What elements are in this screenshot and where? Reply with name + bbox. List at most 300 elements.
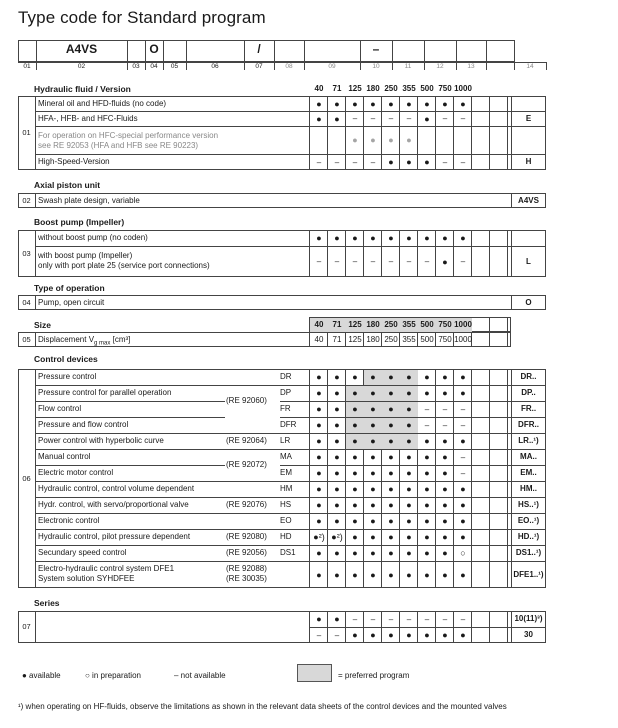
availability-cell-size-71: ● xyxy=(334,516,340,526)
availability-cell-size-180: ● xyxy=(370,516,376,526)
order-code: H xyxy=(525,157,532,166)
row-label-displacement xyxy=(38,332,130,347)
order-code: EO..¹) xyxy=(517,516,540,525)
rule xyxy=(35,332,36,347)
control-code: FR xyxy=(280,404,291,413)
control-code: MA xyxy=(280,452,292,461)
availability-cell-size-125: ● xyxy=(352,532,358,542)
type-code-position-3: 03 xyxy=(132,63,140,70)
order-code: HM.. xyxy=(520,484,537,493)
rule xyxy=(225,513,280,514)
section-heading: Series xyxy=(34,598,60,608)
order-code: HD..¹) xyxy=(517,532,540,541)
availability-cell-size-180: – xyxy=(370,114,376,123)
availability-cell-size-500: ● xyxy=(424,99,430,109)
availability-cell-size-180: ● xyxy=(370,532,376,542)
availability-cell-size-125: ● xyxy=(352,135,358,145)
order-code: DP.. xyxy=(521,388,536,397)
availability-cell-size-1000: – xyxy=(460,114,466,123)
order-code: L xyxy=(526,257,531,266)
availability-cell-size-40: – xyxy=(316,158,322,167)
availability-cell-size-355: ● xyxy=(406,516,412,526)
page-title: Type code for Standard program xyxy=(18,8,266,27)
type-code-field-7: / xyxy=(257,42,261,56)
availability-cell-size-750: ● xyxy=(442,99,448,109)
size-header-750: 750 xyxy=(438,84,452,93)
availability-cell-size-1000: ○ xyxy=(460,548,466,558)
availability-cell-size-125: ● xyxy=(346,418,364,433)
availability-cell-size-180: – xyxy=(370,257,376,266)
availability-cell-size-40: ● xyxy=(316,468,322,478)
row-label: with boost pump (Impeller) xyxy=(38,251,133,260)
availability-cell-size-180: ● xyxy=(364,402,382,417)
availability-cell-size-180: ● xyxy=(370,468,376,478)
availability-cell-size-500: ● xyxy=(424,372,430,382)
type-code-position-4: 04 xyxy=(150,63,158,70)
type-code-position-2: 02 xyxy=(77,63,86,70)
availability-cell-size-250: ● xyxy=(388,630,394,640)
availability-cell-size-71: ● xyxy=(334,500,340,510)
availability-cell-size-71: ● xyxy=(334,468,340,478)
order-code: E xyxy=(525,114,532,123)
reference-sheet: (RE 92064) xyxy=(226,436,267,445)
availability-cell-size-750: – xyxy=(442,615,448,624)
availability-cell-size-125: ● xyxy=(352,99,358,109)
rule xyxy=(489,611,490,643)
legend-available: ● available xyxy=(22,671,61,680)
availability-cell-size-125: ● xyxy=(352,570,358,580)
row-label: Hydraulic control, control volume dependent xyxy=(38,484,195,493)
availability-cell-size-125: ● xyxy=(352,452,358,462)
section-heading: Control devices xyxy=(34,354,98,364)
type-code-position-6: 06 xyxy=(211,63,219,70)
group-number: 05 xyxy=(22,335,31,344)
size-header-500: 500 xyxy=(418,318,436,332)
type-code-position-14: 14 xyxy=(526,63,534,70)
rule xyxy=(35,193,36,208)
order-code: O xyxy=(525,298,532,307)
availability-cell-size-1000: ● xyxy=(460,372,466,382)
availability-cell-size-180: – xyxy=(370,158,376,167)
control-device-label: System solution SYHDFEE xyxy=(38,574,135,583)
availability-cell-size-125: ● xyxy=(352,484,358,494)
preferred-program-swatch xyxy=(297,664,332,682)
availability-cell-size-40: ● xyxy=(316,500,322,510)
availability-cell-size-750: ● xyxy=(442,233,448,243)
availability-cell-size-40: ●²) xyxy=(313,532,325,542)
legend-not-available: – not available xyxy=(174,671,226,680)
availability-cell-size-1000: ● xyxy=(460,484,466,494)
availability-cell-size-125: ● xyxy=(346,386,364,401)
size-header-250: 250 xyxy=(382,318,400,332)
availability-cell-size-180: ● xyxy=(370,548,376,558)
availability-cell-size-355: – xyxy=(406,114,412,123)
reference-sheet-shared: (RE 92072) xyxy=(226,460,267,469)
rule xyxy=(489,369,490,588)
availability-cell-size-355: ● xyxy=(406,99,412,109)
availability-cell-size-71: ● xyxy=(334,233,340,243)
availability-cell-size-500: ● xyxy=(424,484,430,494)
legend-preferred-program: = preferred program xyxy=(338,671,410,680)
displacement-subscript: g max xyxy=(94,340,111,347)
availability-cell-size-750: ● xyxy=(442,516,448,526)
availability-cell-size-500: ● xyxy=(424,388,430,398)
order-code: DFR.. xyxy=(518,420,539,429)
availability-cell-size-250: ● xyxy=(388,233,394,243)
availability-cell-size-750: ● xyxy=(442,532,448,542)
order-code: A4VS xyxy=(518,196,539,205)
rule xyxy=(507,230,508,277)
availability-cell-size-125: – xyxy=(352,615,358,624)
size-header-1000: 1000 xyxy=(454,318,472,332)
availability-cell-size-250: ● xyxy=(388,484,394,494)
availability-cell-size-1000: – xyxy=(460,615,466,624)
reference-sheet: (RE 92076) xyxy=(226,500,267,509)
availability-cell-size-1000: ● xyxy=(460,516,466,526)
availability-cell-size-1000: ● xyxy=(460,500,466,510)
order-code: DR.. xyxy=(520,372,537,381)
type-code-position-11: 11 xyxy=(404,63,412,70)
availability-cell-size-40: ● xyxy=(316,372,322,382)
availability-cell-size-355: ● xyxy=(406,484,412,494)
reference-sheet-shared: (RE 92060) xyxy=(226,396,267,405)
availability-cell-size-71: ● xyxy=(334,404,340,414)
type-code-position-5: 05 xyxy=(170,63,179,70)
availability-cell-size-125: – xyxy=(352,257,358,266)
type-code-field-2: A4VS xyxy=(65,42,98,56)
availability-cell-size-40: ● xyxy=(316,99,322,109)
availability-cell-size-180: ● xyxy=(364,434,382,449)
rule xyxy=(35,230,36,277)
rule xyxy=(35,126,511,127)
availability-cell-size-355: ● xyxy=(406,570,412,580)
availability-cell-size-500: – xyxy=(424,421,430,430)
availability-cell-size-500: ● xyxy=(424,436,430,446)
order-code: DFE1..¹) xyxy=(513,570,544,579)
availability-cell-size-40: – xyxy=(316,631,322,640)
control-code: DP xyxy=(280,388,292,397)
availability-cell-size-71: ● xyxy=(334,420,340,430)
availability-cell-size-180: ● xyxy=(370,99,376,109)
section-heading: Type of operation xyxy=(34,283,105,293)
type-code-position-8: 08 xyxy=(285,63,293,70)
availability-cell-size-750: ● xyxy=(442,372,448,382)
size-header-355: 355 xyxy=(400,318,418,332)
availability-cell-size-180: ● xyxy=(370,500,376,510)
displacement-value-1000: 1000 xyxy=(454,335,472,344)
availability-cell-size-1000: – xyxy=(460,257,466,266)
row-label: Manual control xyxy=(38,452,91,461)
availability-cell-size-180: ● xyxy=(370,570,376,580)
control-code: HM xyxy=(280,484,293,493)
row-label: Pressure control xyxy=(38,372,97,381)
availability-cell-size-180: ● xyxy=(370,135,376,145)
section-heading: Axial piston unit xyxy=(34,180,101,190)
availability-cell-size-180: – xyxy=(370,615,376,624)
row-label: Power control with hyperbolic curve xyxy=(38,436,164,445)
availability-cell-size-1000: ● xyxy=(460,233,466,243)
availability-cell-size-180: ● xyxy=(370,484,376,494)
availability-cell-size-125: ● xyxy=(346,402,364,417)
type-code-position-1: 01 xyxy=(23,63,31,70)
rule xyxy=(507,369,508,588)
control-code: HD xyxy=(280,532,292,541)
availability-cell-size-71: – xyxy=(334,257,340,266)
availability-cell-size-40: ● xyxy=(316,404,322,414)
rule xyxy=(225,449,280,450)
availability-cell-size-500: ● xyxy=(424,516,430,526)
row-label: High-Speed-Version xyxy=(38,157,110,166)
section-heading: Boost pump (Impeller) xyxy=(34,217,125,227)
availability-cell-size-250: ● xyxy=(382,370,400,385)
row-label: only with port plate 25 (service port connections) xyxy=(38,261,210,270)
displacement-value-500: 500 xyxy=(420,335,434,344)
group-number: 01 xyxy=(22,128,31,137)
row-label: Electronic control xyxy=(38,516,100,525)
availability-cell-size-71: ● xyxy=(334,614,340,624)
section-heading: Size xyxy=(34,320,52,330)
row-label: Electric motor control xyxy=(38,468,114,477)
row-label: see RE 92053 (HFA and HFB see RE 90223) xyxy=(38,141,199,150)
availability-cell-size-355: ● xyxy=(406,157,412,167)
availability-cell-size-500: ● xyxy=(424,452,430,462)
availability-cell-size-125: ● xyxy=(352,468,358,478)
availability-cell-size-180: ● xyxy=(370,630,376,640)
availability-cell-size-71: ● xyxy=(334,372,340,382)
availability-cell-size-71: ●²) xyxy=(331,532,343,542)
rule xyxy=(507,332,508,347)
displacement-value-40: 40 xyxy=(314,335,324,344)
availability-cell-size-71: – xyxy=(334,631,340,640)
group-number: 06 xyxy=(22,474,31,483)
availability-cell-size-355: ● xyxy=(406,468,412,478)
size-header-500: 500 xyxy=(420,84,434,93)
availability-cell-size-250: ● xyxy=(388,500,394,510)
availability-cell-size-40: ● xyxy=(316,484,322,494)
control-code: DR xyxy=(280,372,292,381)
availability-cell-size-1000: – xyxy=(460,453,466,462)
availability-cell-size-40: ● xyxy=(316,233,322,243)
availability-cell-size-40: ● xyxy=(316,388,322,398)
size-header-40: 40 xyxy=(314,84,324,93)
rule xyxy=(511,126,546,127)
availability-cell-size-250: ● xyxy=(382,386,400,401)
availability-cell-size-500: ● xyxy=(424,114,430,124)
availability-cell-size-500: ● xyxy=(424,532,430,542)
row-label: Swash plate design, variable xyxy=(38,196,140,205)
availability-cell-size-71: ● xyxy=(334,548,340,558)
availability-cell-size-355: ● xyxy=(400,434,418,449)
row-label: HFA-, HFB- and HFC-Fluids xyxy=(38,114,138,123)
availability-cell-size-71: ● xyxy=(334,436,340,446)
availability-cell-size-71: – xyxy=(334,158,340,167)
availability-cell-size-40: ● xyxy=(316,548,322,558)
availability-cell-size-1000: ● xyxy=(460,570,466,580)
size-header-355: 355 xyxy=(402,84,416,93)
availability-cell-size-500: ● xyxy=(424,500,430,510)
availability-cell-size-250: ● xyxy=(388,570,394,580)
size-header-180: 180 xyxy=(366,84,380,93)
availability-cell-size-355: ● xyxy=(406,233,412,243)
reference-sheet: (RE 92088) xyxy=(226,564,267,573)
row-label: Pump, open circuit xyxy=(38,298,105,307)
availability-cell-size-750: ● xyxy=(442,388,448,398)
availability-cell-size-1000: ● xyxy=(460,630,466,640)
availability-cell-size-40: ● xyxy=(316,516,322,526)
availability-cell-size-750: – xyxy=(442,421,448,430)
order-code: EM.. xyxy=(520,468,537,477)
type-code-position-12: 12 xyxy=(436,63,444,70)
availability-cell-size-500: ● xyxy=(424,157,430,167)
availability-cell-size-180: ● xyxy=(364,386,382,401)
availability-cell-size-40: ● xyxy=(316,452,322,462)
row-label: Pressure control for parallel operation xyxy=(38,388,172,397)
availability-cell-size-1000: ● xyxy=(460,436,466,446)
availability-cell-size-750: ● xyxy=(442,548,448,558)
group-number: 03 xyxy=(22,249,31,258)
availability-cell-size-355: ● xyxy=(400,418,418,433)
availability-cell-size-40: ● xyxy=(316,614,322,624)
availability-cell-size-500: ● xyxy=(424,233,430,243)
availability-cell-size-250: – xyxy=(388,257,394,266)
availability-cell-size-125: ● xyxy=(352,630,358,640)
rule xyxy=(489,332,490,347)
row-label: Hydraulic control, pilot pressure dependent xyxy=(38,532,191,541)
displacement-value-250: 250 xyxy=(384,335,398,344)
size-header-125: 125 xyxy=(348,84,362,93)
type-code-position-9: 09 xyxy=(328,63,336,70)
order-code: 10(11)³) xyxy=(514,614,543,623)
type-code-position-13: 13 xyxy=(467,63,475,70)
availability-cell-size-1000: – xyxy=(460,469,466,478)
availability-cell-size-355: ● xyxy=(406,532,412,542)
availability-cell-size-750: ● xyxy=(442,630,448,640)
order-code: HS..¹) xyxy=(518,500,539,509)
displacement-value-71: 71 xyxy=(332,335,342,344)
availability-cell-size-355: ● xyxy=(406,452,412,462)
availability-cell-size-125: – xyxy=(352,114,358,123)
type-code-field-4: O xyxy=(149,42,159,56)
control-code: DS1 xyxy=(280,548,296,557)
availability-cell-size-125: ● xyxy=(352,516,358,526)
availability-cell-size-125: ● xyxy=(346,434,364,449)
availability-cell-size-750: ● xyxy=(442,257,448,267)
availability-cell-size-750: – xyxy=(442,114,448,123)
availability-cell-size-1000: ● xyxy=(460,532,466,542)
availability-cell-size-40: – xyxy=(316,257,322,266)
availability-cell-size-40: ● xyxy=(316,420,322,430)
availability-cell-size-500: – xyxy=(424,615,430,624)
rule xyxy=(489,230,490,277)
size-header-180: 180 xyxy=(364,318,382,332)
group-number: 02 xyxy=(22,196,31,205)
rule xyxy=(225,385,280,386)
type-code-field-10: – xyxy=(372,42,380,56)
availability-cell-size-750: ● xyxy=(442,452,448,462)
availability-cell-size-71: ● xyxy=(334,388,340,398)
control-device-label: Electro-hydraulic control system DFE1 xyxy=(38,564,175,573)
availability-cell-size-40: ● xyxy=(316,436,322,446)
rule xyxy=(507,611,508,643)
control-code: DFR xyxy=(280,420,297,429)
availability-cell-size-355: ● xyxy=(400,386,418,401)
availability-cell-size-500: ● xyxy=(424,630,430,640)
availability-cell-size-1000: – xyxy=(460,421,466,430)
availability-cell-size-250: ● xyxy=(388,532,394,542)
order-code: FR.. xyxy=(520,404,537,413)
size-header-40: 40 xyxy=(310,318,328,332)
availability-cell-size-180: ● xyxy=(370,233,376,243)
reference-sheet: (RE 92056) xyxy=(226,548,267,557)
reference-sheet: (RE 30035) xyxy=(226,574,267,583)
availability-cell-size-355: ● xyxy=(400,402,418,417)
availability-cell-size-250: ● xyxy=(388,468,394,478)
availability-cell-size-125: – xyxy=(352,158,358,167)
availability-cell-size-250: ● xyxy=(388,157,394,167)
row-label: Hydr. control, with servo/proportional valve xyxy=(38,500,189,509)
availability-cell-size-355: ● xyxy=(406,630,412,640)
control-code: HS xyxy=(280,500,292,509)
availability-cell-size-71: ● xyxy=(334,114,340,124)
order-code: 30 xyxy=(524,630,533,639)
type-code-position-7: 07 xyxy=(255,63,263,70)
availability-cell-size-750: ● xyxy=(442,484,448,494)
row-label: Flow control xyxy=(38,404,82,413)
size-header-71: 71 xyxy=(328,318,346,332)
availability-cell-size-355: ● xyxy=(400,370,418,385)
row-label: Pressure and flow control xyxy=(38,420,129,429)
availability-cell-size-250: ● xyxy=(388,135,394,145)
size-header-750: 750 xyxy=(436,318,454,332)
availability-cell-size-1000: ● xyxy=(460,99,466,109)
availability-cell-size-500: ● xyxy=(424,570,430,580)
rule xyxy=(35,611,36,643)
availability-cell-size-355: ● xyxy=(406,548,412,558)
availability-cell-size-750: ● xyxy=(442,468,448,478)
availability-cell-size-1000: – xyxy=(460,405,466,414)
availability-cell-size-355: ● xyxy=(406,135,412,145)
rule xyxy=(225,481,280,482)
availability-cell-size-250: ● xyxy=(382,402,400,417)
rule xyxy=(35,96,36,170)
rule xyxy=(489,96,490,170)
availability-cell-size-750: – xyxy=(442,158,448,167)
order-code: DS1..¹) xyxy=(515,548,542,557)
group-number: 04 xyxy=(22,298,31,307)
group-number: 07 xyxy=(22,622,31,631)
availability-cell-size-1000: – xyxy=(460,158,466,167)
type-code-position-10: 10 xyxy=(372,63,380,70)
control-code: EO xyxy=(280,516,292,525)
availability-cell-size-125: ● xyxy=(352,233,358,243)
legend-in-preparation: ○ in preparation xyxy=(85,671,141,680)
availability-cell-size-355: – xyxy=(406,257,412,266)
availability-cell-size-250: ● xyxy=(388,99,394,109)
availability-cell-size-71: ● xyxy=(334,484,340,494)
availability-cell-size-500: ● xyxy=(424,548,430,558)
displacement-value-125: 125 xyxy=(348,335,362,344)
displacement-unit: [cm³] xyxy=(110,335,131,344)
order-code: MA.. xyxy=(520,452,537,461)
availability-cell-size-125: ● xyxy=(352,372,358,382)
availability-cell-size-500: ● xyxy=(424,468,430,478)
availability-cell-size-750: ● xyxy=(442,436,448,446)
size-header-125: 125 xyxy=(346,318,364,332)
rule xyxy=(225,561,280,562)
displacement-value-750: 750 xyxy=(438,335,452,344)
availability-cell-size-250: ● xyxy=(388,516,394,526)
size-header-71: 71 xyxy=(332,84,342,93)
